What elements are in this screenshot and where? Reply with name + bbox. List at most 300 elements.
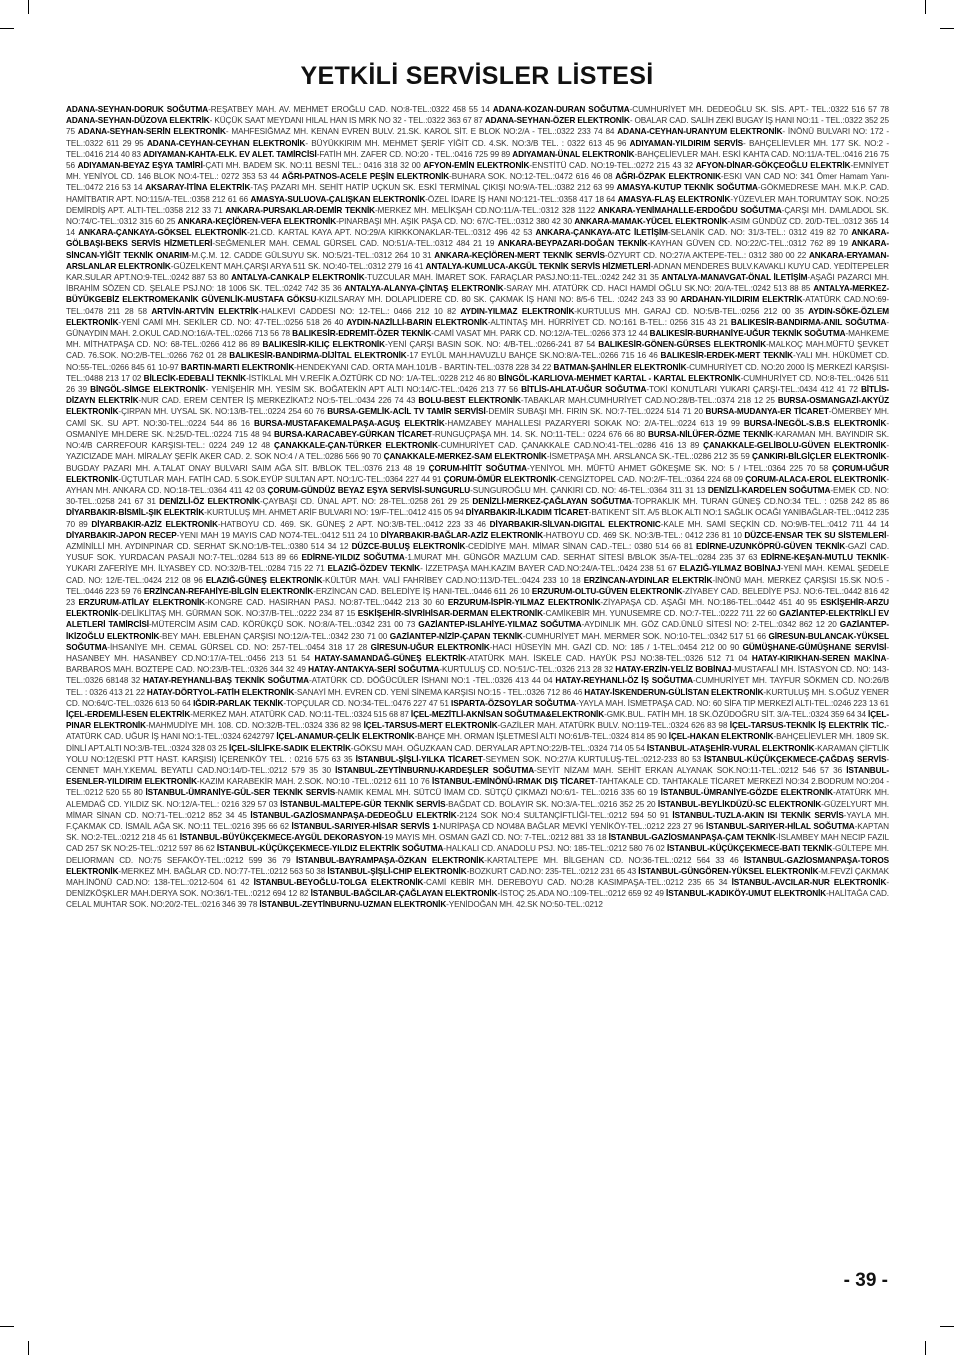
service-details: -SEYMEN SOK. NO:27/A KURTULUŞ-TEL.:0212-233 80 53 — [482, 754, 702, 764]
service-name: İSTANBUL-GAZİOSMANPAŞA-TOROS ELEKTRONİK — [66, 855, 890, 876]
service-name: ANTALYA-MANAVGAT-ÖNAL İLETİŞİM — [661, 273, 808, 283]
service-name: İSTANBUL-ESENLER-YILDIRIM ELEKTRONİK — [66, 765, 890, 787]
service-name: ESKİŞEHİR-ARZU ELEKTRONİK — [66, 597, 890, 619]
service-name: İSTANBUL-ÜMRANİYE-GÖZDE ELEKTRONİK — [660, 788, 834, 798]
service-name: AFYON-EMİN ELEKTRONİK — [423, 161, 530, 171]
service-name: BURSA-MUDANYA-ER TİCARET — [705, 407, 829, 417]
service-details: -KARTALTEPE MH. BİLGEHAN CD. NO:36-TEL.:0212 564 33 46 — [484, 855, 739, 865]
service-name: DENİZLİ-ÖZ ELEKTRONİK — [159, 497, 260, 507]
service-name: ANKARA-ÇANKAYA-GÖKSEL ELEKTRONİK — [78, 228, 248, 238]
service-details: -AŞAĞI PAZARCI MH. İBRAHİM SÖZEN CD. ŞELALE PSJ.NO: 18 1006 SK. TEL.:0242 742 35 36 — [66, 273, 889, 294]
service-name: ANKARA-ÇANKAYA-ATC İLETİŞİM — [535, 228, 668, 238]
service-name: ÇORUM-ALACA-EROL ELEKTRONİK — [745, 474, 887, 484]
service-name: GİRESUN-UĞUR ELEKTRONİK — [370, 642, 490, 652]
service-details: -KAPTAN SK. NO:2-TEL.:0212 218 45 61 — [66, 822, 889, 843]
service-name: ANKARA-KEÇİÖREN-MERT TEKNİK SERVİS — [434, 250, 605, 260]
service-details: -FATİH MH. ZAFER CD. NO:20 - TEL.:0416 725 99 89 — [316, 149, 511, 159]
service-name: ADIYAMAN-BEYAZ EŞYA TAMİRİ — [77, 161, 203, 171]
service-name: İSTANBUL-BAYRAMPAŞA-ÖZKAN ELEKTRONİK — [295, 855, 485, 865]
service-name: BALIKESİR-ERDEK-MERT TEKNİK — [660, 351, 794, 361]
service-name: HATAY-SAMANDAĞ-GÜNEŞ ELEKTRİK — [314, 653, 467, 663]
service-details: -İHSANİYE MH. CEMAL GÜRSEL CD. NO: 257-TEL.:0454 318 17 28 — [107, 642, 368, 652]
service-details: -NAMIK KEMAL MH. SÜTCÜ İMAM CD. SÜTÇÜ ÇIKMAZI NO:6/1- TEL.:0216 335 60 19 — [335, 788, 658, 798]
service-details: -BAHÇELİEVLER MH. 1809 SK. DİNLİ APT.ALTI NO:3/B-TEL.:0324 328 03 25 — [66, 732, 890, 753]
service-name: İSTANBUL-ŞİŞLİ-CHIP ELEKTRONİK — [327, 866, 467, 876]
service-name: İÇEL-ANAMUR-ÇELİK ELEKTRONİK — [276, 732, 415, 742]
service-name: İSTANBUL-BEYOĞLU-TOLGA ELEKTRONİK — [253, 878, 424, 888]
service-name: BİTLİS-DİZAYN ELEKTRİK — [66, 385, 890, 406]
service-name: ADIYAMAN-YILDIRIM SERVİS — [629, 138, 744, 148]
service-details: -CUMHURİYET CD. NO:8-TEL.:0426 511 26 39 — [66, 373, 890, 395]
service-details: -İSTOÇ 25.ADA NO.:109-TEL.:0212 659 92 49 — [497, 889, 664, 899]
service-details: -TOKİ KONUTLARI YUKARI ÇARŞI-TEL.:0434 412 41 72 — [646, 385, 858, 395]
service-name: EDİRNE-UZUNKÖPRÜ-GÜVEN TEKNİK — [696, 541, 846, 551]
crop-mark-tl-v — [28, 0, 29, 14]
service-details: -MAHMUDİYE MH. 108. CD. NO:32/B-TEL.:0324 336 82 98 — [145, 721, 362, 731]
service-name: HATAY-REYHANLI-BAŞ TEKNİK SOĞUTMA — [142, 676, 309, 686]
service-details: -SEYİT NİZAM MAH. SEHİT ERKAN ALYANAK SOK.NO:11-TEL.:0212 546 57 36 — [534, 765, 843, 775]
service-name: ADANA-KOZAN-DURAN SOĞUTMA — [492, 105, 630, 114]
service-details: - İZZETPAŞA MAH.KAZIM BAYER CAD.NO:24/A-TEL.:0424 238 51 67 — [420, 564, 677, 574]
service-name: İSTANBUL-SARIYER-HİLAL SOĞUTMA — [706, 822, 855, 831]
service-name: ERZİNCAN-REFAHİYE-BİLGİN ELEKTRONİK — [143, 586, 314, 596]
page-number: - 39 - — [843, 1270, 888, 1291]
service-details: -BEY MAH. EBLEHAN ÇARŞISI NO:12/A-TEL.:0342 230 71 00 — [159, 631, 388, 641]
service-details: -GÜZELKENT MAH.ÇARŞI ARYA 511 SK. NO:40-TEL.:0312 279 16 41 — [170, 261, 424, 271]
service-details: -ZİYAPAŞA CD. AŞAĞI MH. NO:186-TEL.:0442 451 40 95 — [600, 597, 817, 607]
service-name: İÇEL-PINAR ELEKTRONİK — [66, 709, 889, 731]
service-name: ADIYAMAN-KAHTA-ELK. EV ALET. TAMİRCİSİ — [142, 149, 317, 159]
service-name: ADANA-CEYHAN-URANYUM ELEKTRONİK — [617, 127, 783, 137]
service-details: -HENDEKYANI CAD. ORTA MAH.101/B - BARTIN-TEL.:0378 228 34 22 — [294, 362, 552, 372]
service-name: İSTANBUL-GÜNGÖREN-YÜKSEL ELEKTRONİK — [638, 866, 819, 876]
service-name: ERZURUM-OLTU-GÜVEN ELEKTRONİK — [531, 586, 683, 596]
service-details: -MALKOÇ MAH.MÜFTÜ ŞEVKET CAD. 76.SOK. NO:2/B-TEL.:0266 762 01 28 — [66, 340, 889, 361]
service-name: İSTANBUL-SARIYER-HİSAR SERVİS 1 — [291, 822, 437, 831]
service-details: -BAHÇELİEVLER MAH. ESKİ KAHTA CAD. NO:11/A-TEL.:0416 216 75 56 — [66, 149, 890, 171]
service-details: -CUMHURİYET CD. NO:20 2000 İŞ MERKEZİ KARŞISI-TEL.:0488 213 17 02 — [66, 362, 889, 383]
service-details: -MERKEZ MH. BAĞLAR CD. NO:77-TEL.:0212 563 50 38 — [118, 866, 326, 876]
service-name: ADANA-SEYHAN-SERİN ELEKTRONİK — [77, 127, 226, 137]
crop-mark-br-h — [940, 1326, 954, 1327]
service-details: -ASIM GÜNDÜZ CD. 20/D-TEL.:0312 365 14 14 — [66, 217, 890, 238]
service-details: -HAMZABEY MAHALLESI PAZARYERI SOKAK NO: 2/A-TEL.:0224 613 19 99 — [444, 418, 740, 428]
service-details: -HALKALI CD. ANADOLU PSJ. NO: 185-TEL.:0212 580 76 02 — [443, 844, 665, 854]
service-details: -TOPRAKLIK MH. TURAN GÜNEŞ CD.NO:34 TEL. : 0258 242 85 86 — [631, 497, 889, 507]
service-name: BURSA-İNEGÖL-S.B.S ELEKTRONİK — [743, 418, 887, 428]
service-name: BALIKESİR-BURHANİYE-UĞUR TEKNİK SOĞUTMA — [649, 329, 846, 339]
service-name: DENİZLİ-MERKEZ-ÇAĞLAYAN SOĞUTMA — [472, 497, 632, 507]
service-details: -MAHKEME MH. MİTHATPAŞA CD. NO: 68-TEL.:0266 412 86 89 — [66, 329, 890, 350]
service-details: - KÜÇÜK SAAT MEYDANI HILAL HAN IS MRK NO 32 - TEL.:0322 363 67 87 — [209, 116, 483, 126]
service-name: İÇEL-HAKAN ELEKTRONİK — [668, 732, 774, 742]
service-name: İÇEL-ERDEMLİ-ESEN ELEKTRİK — [66, 709, 191, 719]
service-details: -17 EYLÜL MAH.HAVUZLU BAHÇE SK.NO:8/A-TEL.:0266 715 16 46 — [406, 351, 658, 361]
service-name: BURSA-OSMANGAZİ-AKYÜZ ELEKTRONİK — [66, 396, 889, 417]
service-name: AKSARAY-İTİNA ELEKTRİK — [145, 183, 251, 193]
service-name: ADANA-SEYHAN-DORUK SOĞUTMA — [66, 105, 209, 114]
service-details: -YENİ MAH. KEMAL ŞEDELE CAD. NO: 12/E-TEL.:0424 212 08 96 — [66, 564, 890, 585]
service-name: AĞRI-PATNOS-ACELE PEŞİN ELEKTRONİK — [281, 172, 450, 182]
service-details: -HATBOYU CD. 469. SK. GÜNEŞ 2 APT. NO:3/B-TEL.:0412 223 33 46 — [217, 519, 486, 529]
service-details: -KALE MH. SAMİ SEÇKİN CD. NO:9/B-TEL.:0412 711 44 14 — [660, 519, 890, 529]
service-details: -GÜZELYURT MH. MİMAR SİNAN CD. NO:71-TEL.:0212 852 34 45 — [66, 799, 889, 820]
service-name: DİYARBAKIR-BAĞLAR-AZİZ ELEKTRONİK — [380, 530, 544, 540]
service-name: İSTANBUL-ÜMRANİYE-GÜL-SER TEKNİK SERVİS — [145, 788, 336, 798]
service-name: GAZİANTEP-NİZİP-ÇAPAN TEKNİK — [389, 631, 523, 641]
service-details: -KURTULUŞ CD. NO:51/C-TEL.:0326 213 28 32 — [439, 665, 613, 675]
service-details: -İSTİKLAL MH V.REFİK A.ÖZTÜRK CD NO: 1/A-TEL.:0228 212 46 80 — [246, 373, 497, 383]
service-name: İSTANBUL-GAZİOSMANPAŞA-ÇAM TEKNİK — [608, 833, 776, 843]
service-details: -BAĞDAT CD. BOLAYIR SK. NO:3/A-TEL.:0216 352 25 20 — [445, 799, 656, 809]
crop-mark-tl-h — [0, 28, 14, 29]
service-name: BURSA-MUSTAFAKEMALPAŞA-AGUŞ ELEKTRİK — [253, 418, 445, 428]
service-details: -ÖZEL İDARE İŞ HANI NO:121-TEL.:0358 417 18 64 — [425, 194, 616, 204]
service-details: -ÇAYBAŞI CD. ÜNAL APT. NO: 28-TEL.:0258 261 29 25 — [259, 497, 470, 507]
service-details: -MERKEZ MH. MELİKŞAH CD.NO:11/A-TEL.:0312 328 1122 — [375, 205, 596, 215]
service-details: -CUMHURİYET MH. DEDEOĞLU SK. SİS. APT.- TEL.:0322 516 57 78 — [629, 105, 890, 114]
service-details: -M.Ç.M. 12. CADDE GÜLSUYU SK. NO:5/21-TEL.:0312 264 10 31 — [188, 250, 432, 260]
service-name: ÇANKIRI-BİLGİÇLER ELEKTRONİK — [752, 452, 887, 462]
service-name: BALIKESİR-KILIÇ ELEKTRONİK — [262, 340, 385, 350]
service-name: İSTANBUL-ZEYTİNBURNU-UZMAN ELEKTRONİK — [259, 900, 447, 910]
service-details: -1.MURAT MH. GÜNGÖR MAZLUM CAD. SERHAT SİTESİ B/BLOK 35/A-TEL.:0284 235 37 63 — [404, 553, 758, 563]
service-details: -YUKARI ZAFERİYE MH. İLYASBEY CD. NO:32/B-TEL.:0284 715 22 71 — [66, 553, 889, 574]
service-name: HATAY-ANTAKYA-SERİ SOĞUTMA — [308, 665, 440, 675]
service-details: -YAYLA MH. F.ÇAKMAK CD. İSMAİL AĞA SK. NO:11 TEL.:0216 395 66 62 — [66, 810, 890, 831]
service-name: GAZİANTEP-İKİZOĞLU ELEKTRONİK — [66, 620, 890, 641]
service-details: -SEĞMENLER MAH. CEMAL GÜRSEL CAD. NO:51/A-TEL.:0312 484 21 19 — [212, 239, 495, 249]
service-name: BALIKESİR-BANDIRMA-DİJİTAL ELEKTRONİK — [229, 351, 407, 361]
service-name: ADIYAMAN-ÜNAL ELEKTRONİK — [512, 149, 635, 159]
service-details: -AYDINLIK MH. GÖZ CAD.ÜNLÜ SİTESİ NO: 2-TEL.:0342 862 12 20 — [581, 620, 837, 630]
service-details: -KÜLTÜR MAH. VALİ FAHRİBEY CAD.NO:113/D-TEL.:0424 233 10 18 — [322, 575, 581, 585]
service-name: BURSA-GEMLİK-ACİL TV TAMİR SERVİSİ — [327, 407, 486, 417]
service-name: ÇANAKKALE-MERKEZ-SAM ELEKTRONİK — [383, 452, 547, 462]
service-name: AYDIN-SÖKE-ÖZLEM ELEKTRONİK — [66, 306, 890, 327]
service-details: -BUGDAY PAZARI MH. A.TALAT ONAY BULVARI SAIM AĞA SİT. B/BLOK TEL.:0376 213 48 19 — [66, 452, 890, 473]
service-details: -GÖKSU MAH. OĞUZKAAN CAD. DERYALAR APT.NO:22/B-TEL.:0324 714 05 54 — [350, 743, 645, 753]
service-name: ANKARA-GÖLBAŞI-BEKS SERVİS HİZMETLERİ — [66, 228, 889, 249]
service-name: İSTANBUL-BAĞCILAR-ÇAĞLAYAN ELEKTRONİK — [310, 889, 498, 899]
service-name: İÇEL-TARSUS-TEKNİK İŞ ELEKTRİK TİC. — [729, 721, 887, 731]
service-details: -2124 SOK NO:4 SULTANÇİFTLİĞİ-TEL.:0212 594 50 91 — [456, 810, 669, 820]
service-name: ESKİŞEHİR-SİVRİHİSAR-DERMAN ELEKTRONİK — [357, 609, 543, 619]
service-details: -ÇIRPAN MH. UYSAL SK. NO:13/B-TEL.:0224 254 60 76 — [118, 407, 325, 417]
service-name: İSTANBUL-ATAŞEHİR-VURAL ELEKTRONİK — [646, 743, 815, 753]
service-details: - BAHÇELİEVLER MH. 177 SK. NO:2 - TEL.:0416 214 40 83 — [66, 138, 889, 159]
service-name: GÜMÜŞHANE-GÜMÜŞHANE SERVİSİ — [742, 642, 887, 652]
service-details: -ATATÜRK MH. ALEMDAĞ CD. YILDIZ SK. NO:12/A-TEL.: 0216 329 57 03 — [66, 788, 890, 809]
service-details: -HALKEVI CADDESI NO: 12-TEL.: 0466 212 10 82 — [258, 306, 457, 316]
service-details: -ADNAN MENDERES BULV.KAVAKLI KUYU CAD. YEDİTEPELER KAR.SULAR APT.NO:9-TEL.:0242 887 53 80 — [66, 261, 890, 283]
service-name: İSTANBUL-TUZLA-AKIN ISI TEKNİK SERVİS — [672, 810, 844, 820]
service-details: -AZMİNİLLİ MH. AYDINPINAR CD. SERHAT SK.NO:1/B-TEL.:0380 514 34 12 — [66, 530, 890, 551]
service-details: -CENNET MAH.Y.KEMAL BEYATLI CAD.NO:14/D-TEL.:0212 579 35 30 — [66, 754, 889, 775]
service-details: -GAZİ CAD. YUSUF SOK. YURDACAN PASAJI NO:7-TEL.:0284 513 89 66 — [66, 541, 890, 563]
service-details: -DEMİR SUBAŞI MH. FIRIN SK. NO:7-TEL.:0224 514 71 20 — [485, 407, 703, 417]
service-details: -SELANİK CAD. NO: 31/3-TEL.: 0312 419 82 70 — [667, 228, 849, 238]
service-details: -YÜZEVLER MAH.TORUMTAY SOK. NO:25 DEMİRDİŞ APT. ALTI-TEL.:0358 212 33 71 — [66, 194, 889, 215]
service-name: BİTLİS-AHLAT-UĞUR SOĞUTMA — [521, 385, 647, 395]
service-name: BİLECİK-EDEBALİ TEKNİK — [143, 373, 247, 383]
service-details: -SANAYİ MH. EVREN CD. YENİ SİNEMA KARŞISI NO:15 - TEL.:0326 712 86 46 — [294, 687, 583, 697]
service-details: -MÜTERCİM ASIM CAD. KÖRÜKÇÜ SOK. NO:8/A-TEL.:0342 231 00 73 — [148, 620, 416, 630]
service-details: -KARAMAN ÇİFTLİK YOLU NO:12(ESKİ PTT HAST. KARŞISI) İÇERENKÖY TEL. : 0216 575 63 35 — [66, 743, 890, 764]
service-details: -CUMHURİYET CAD. ÇANAKKALE CAD.NO:41-TEL.:0286 416 13 89 — [437, 441, 700, 451]
service-details: -ÜÇTUTLAR MAH. FATİH CAD. 5.SOK.EYÜP SULTAN APT. NO:1/C-TEL.:0364 227 44 91 — [118, 474, 442, 484]
service-name: ADANA-SEYHAN-ÖZER ELEKTRONİK — [484, 116, 630, 126]
service-details: -YENİ ÇARŞI BASIN SOK. NO: 4/B-TEL.:0266-241 87 54 — [384, 340, 596, 350]
service-name: ANKARA-MAMAK-YÜCEL ELEKTRONİK — [574, 217, 728, 227]
service-details: - BÜYÜKKIRIM MH. MEHMET ŞERİF YİĞİT CD. 4.SK. NO:3/B TEL. : 0322 613 45 96 — [305, 138, 627, 148]
service-details: -SARAY MH. ATATÜRK CD. HACI HAMDİ OĞLU SK.NO: 20/A-TEL.:0242 513 88 85 — [503, 284, 811, 294]
service-details: -BUHARA SOK. NO:12-TEL.:0472 616 46 08 — [449, 172, 613, 182]
service-details: -KURTULUŞ MH. S.OĞUZ YENER CD. NO:64/C-TEL.:0326 613 50 64 — [66, 687, 889, 708]
service-details: - YENİŞEHİR MH. YESİM SK. BOĞATEKİN APT ALTI NO:14/C-TEL.:0426 213 77 56 — [205, 385, 519, 395]
service-details: -HATBOYU CD. 469 SK. NO:3/B-TEL.: 0412 236 81 10 — [543, 530, 742, 540]
service-name: İSTANBUL-GAZİOSMANPAŞA-DEDEOĞLU ELEKTRİK — [250, 810, 457, 820]
service-name: ANTALYA-ALANYA-ÇİNTAŞ ELEKTRONİK — [344, 284, 504, 294]
service-name: BİNGÖL-SİMGE ELEKTRONİK — [90, 385, 206, 395]
service-details: -OSMANİYE MH.DERE SK. N:25/D-TEL.:0224 715 48 94 — [66, 418, 889, 439]
crop-mark-tr-v — [925, 0, 926, 14]
crop-mark-br-v — [925, 1341, 926, 1355]
service-details: -REŞATBEY MAH. AV. MEHMET EROĞLU CAD. NO:8-TEL.:0322 458 55 14 — [208, 105, 490, 114]
service-details: -DENİZKÖŞKLER MAH.DERYA SOK. NO:36/1-TEL.:0212 694 12 82 — [66, 878, 889, 899]
service-name: BURSA-KARACABEY-GÜRKAN TİCARET — [273, 429, 433, 439]
service-name: İSTANBUL-KÜÇÜKÇEKMECE-ÇAĞDAŞ SERVİS — [704, 754, 887, 764]
service-name: DİYARBAKIR-BİSMİL-ŞIK ELEKTRİK — [66, 508, 205, 518]
service-name: İSTANBUL-EMİNÖNÜ-IRMAK DIŞ TİCARET — [432, 777, 596, 787]
service-name: ANKARA-YENİMAHALLE-ERDOĞDU SOĞUTMA — [597, 205, 782, 215]
service-details: -TABAKLAR MAH.CUMHURİYET CAD.NO:28/B-TEL.:0374 218 12 25 — [520, 396, 775, 406]
service-name: BATMAN-ŞAHİNLER ELEKTRONİK — [553, 362, 687, 372]
service-details: - İNÖNÜ BULVARI NO: 172 - TEL.:0322 611 29 95 — [66, 127, 890, 148]
service-details: -ÖZYURT CD. NO:27/A AKTEPE-TEL.: 0312 380 00 22 — [604, 250, 807, 260]
service-details: -HASANBEY MH. HASANBEY CD.NO:17/A-TEL.:0456 213 51 54 — [66, 642, 889, 663]
service-details: -BARBAROS MAH. BOZTEPE CAD. NO:23/B-TEL.:0326 344 32 49 — [66, 653, 889, 675]
service-details: -KURTULUŞ MH. AHMET ARİF BULVARI NO: 19/F-TEL.:0412 415 05 94 — [204, 508, 464, 518]
service-name: ANKARA-PURSAKLAR-DEMİR TEKNİK — [225, 205, 376, 215]
service-name: AFYON-DİNAR-GÖKÇEOĞLU ELEKTRİK — [695, 161, 851, 171]
service-details: -TAHTAKALE CD. TAHTAKALE TİCARET MERKEZİ NO:34 2.BODRUM NO:204 -TEL.:0212 520 55 80 — [66, 777, 890, 798]
service-name: DÜZCE-ENSAR TEK SU SİSTEMLERİ — [744, 530, 887, 540]
service-name: ADANA-CEYHAN-CEYHAN ELEKTRONİK — [146, 138, 306, 148]
service-details: -ATATÜRK CD. DÖĞÜCÜLER İSHANI NO:1 -TEL.:0326 413 44 04 — [308, 676, 553, 686]
service-details: -KIZILSARAY MH. DOLAPLIDERE CD. 80 SK. ÇAKMAK İŞ HANI NO: 8/5-6 TEL. :0242 243 33 90 — [316, 295, 678, 305]
crop-mark-tr-h — [940, 28, 954, 29]
service-name: ÇANAKKALE-GELİBOLU-GÜVEN ELEKTRONİK — [703, 441, 887, 451]
service-name: İÇEL-MEZİTLİ-AKNİSAN SOĞUTMA&ELEKTRONİK — [410, 709, 605, 719]
service-details: -ATATÜRK CAD.NO:69-TEL.:0478 211 28 58 — [66, 295, 889, 316]
service-details: -EMEK CD. NO: 30-TEL.:0258 241 67 31 — [66, 485, 889, 507]
service-name: BARTIN-MARTI ELEKTRONİK — [180, 362, 295, 372]
service-details: -CENGİZTOPEL CAD. NO:2/F-TEL.:0364 224 68 09 — [556, 474, 743, 484]
service-details: -KAYHAN GÜVEN CD. NO:22/C-TEL.:0312 762 89 19 — [647, 239, 848, 249]
service-name: DİYARBAKIR-JAPON RECEP — [66, 530, 177, 540]
service-details: -ERZİNCAN CAD. BELEDİYE İŞ HANI-TEL.:0446 611 26 10 — [313, 586, 530, 596]
service-name: HATAY-REYHANLI-ÖZ İŞ SOĞUTMA — [555, 676, 693, 686]
service-name: DİYARBAKIR-İLKADIM TİCARET — [465, 508, 589, 518]
service-details: -ZİYABEY CAD. BELEDİYE PSJ. NO:6-TEL.:0442 816 42 23 — [66, 586, 889, 607]
service-details: -İSLAMBEY MAH NECIP FAZIL CAD 257 SK NO:25-TEL.:0212 597 86 62 — [66, 833, 889, 854]
service-details: -KONGRE CAD. HASIRHAN PASJ. NO:87-TEL.:0442 213 30 60 — [205, 597, 445, 607]
service-details: -19 MAYIS MH. OSMAN GAZİ CD. NO: 7-TEL.:0212 881 33 18 — [381, 833, 607, 843]
service-name: IĞDIR-PARLAK TEKNİK — [193, 698, 284, 708]
service-name: İSTANBUL-AVCILAR-NUR ELEKTRONİK — [731, 878, 887, 888]
service-name: ÇORUM-HİTİT SOĞUTMA — [428, 463, 527, 473]
service-details: -GÜLTEPE MH. DELIORMAN CD. NO:75 SEFAKÖY-TEL.:0212 599 36 79 — [66, 844, 889, 865]
service-name: ANKARA-BEYPAZARI-DOĞAN TEKNİK — [497, 239, 648, 249]
service-details: -M.FEVZİ ÇAKMAK MAH.İNÖNÜ CAD.NO: 138-TEL.:0212-504 61 42 — [66, 866, 890, 888]
service-details: - OBALAR CAD. SALİH ZEKİ BUGAY İŞ HANI NO:11 - TEL.:0322 352 25 75 — [66, 116, 890, 137]
service-details: -ÖMERBEY MH. CAMİ SK. SU APT. NO:30-TEL.:0224 544 86 16 — [66, 407, 890, 428]
service-details: -EMNİYET MH. YENİYOL CD. 146 BLOK NO:4-TEL.: 0272 353 53 44 — [66, 161, 889, 182]
service-details: -KURTULUS MH. GARAJ CD. NO:5/B-TEL.:0256 212 00 35 — [574, 306, 804, 316]
service-details: -NURİPAŞA CD NO\48A BAĞLAR MEVKİ YENİKÖY-TEL.:0212 223 27 96 — [436, 822, 704, 831]
service-name: AYDIN-YILMAZ ELEKTRONİK — [460, 306, 575, 316]
service-name: HATAY-ERZİN-YELİZ BOBİNAJ — [615, 665, 732, 675]
service-details: -HACI HÜSEYİN MH. GAZİ CD. NO: 185 / 1-TEL.:0454 212 00 90 — [489, 642, 740, 652]
service-name: ERZİNCAN-AYDINLAR ELEKTRİK — [583, 575, 713, 585]
service-name: İSTANBUL-BEYLİKDÜZÜ-SC ELEKTRONİK — [657, 799, 822, 809]
service-details: -21.CD. KARTAL KAYA APT. NO:29/A KIRKKONAKLAR-TEL.:0312 496 42 53 — [247, 228, 533, 238]
service-name: ÇORUM-ÖMÜR ELEKTRONİK — [443, 474, 557, 484]
service-details: -İSMETPAŞA MH. ARSLANCA SK.-TEL.:0286 212 35 59 — [546, 452, 750, 462]
service-details: -ENSTİTÜ CAD. NO:19-TEL.:0272 215 43 32 — [529, 161, 693, 171]
service-name: ANTALYA-MERKEZ-BÜYÜKGEBİZ ELEKTROMEKANİK GÜVENLİK-MUSTAFA GÖKSU — [66, 284, 890, 305]
service-details: -GMK.BUL. FATİH MH. 18 SK.ÖZÜDOĞRU SİT. 3/A-TEL.:0324 359 64 34 — [604, 709, 867, 719]
service-name: DÜZCE-BULUŞ ELEKTRONİK — [351, 541, 466, 551]
service-name: AMASYA-FLAŞ ELEKTRONİK — [617, 194, 731, 204]
service-details: -MUSTAFALİ MH. İSTASYON CD. NO: 143-TEL.:0326 68148 32 — [66, 665, 890, 686]
service-name: AMASYA-KUTUP TEKNİK SOĞUTMA — [616, 183, 758, 193]
service-details: -YALI MH. HÜKÜMET CD. NO:55-TEL.:0266 845 61 10-97 — [66, 351, 889, 372]
service-name: ELAZIĞ-GÜNEŞ ELEKTRONİK — [205, 575, 323, 585]
service-details: -MERKEZ MAH. ATATÜRK CAD. NO:11-TEL.:0324 515 68 87 — [190, 709, 409, 719]
service-name: ANTALYA-CANKALP ELEKTRONİK — [231, 273, 365, 283]
service-details: -ALTINTAŞ MH. HÜRRİYET CD. NO:161 B-TEL.: 0256 315 43 21 — [487, 317, 728, 327]
service-name: İÇEL-SİLİFKE-SADIK ELEKTRİK — [229, 743, 351, 753]
service-details: -PINARBAŞI MH. AŞIK PAŞA CD. NO: 67/C-TEL.:0312 380 42 30 — [336, 217, 572, 227]
service-details: -TAŞ PAZARI MH. SEHİT HATİP UÇKUN SK. ESKİ TERMİNAL ÇIKIŞI NO:9/A-TEL.:0382 212 63 99 — [250, 183, 614, 193]
service-details: -YENİDOĞAN MH. 42.SK NO:50-TEL.:0212 — [446, 900, 603, 910]
service-details: -RUNGUÇPAŞA MH. 14. SK. NO:11-TEL.: 0224 676 66 80 — [432, 429, 646, 439]
page-title: YETKİLİ SERVİSLER LİSTESİ — [300, 62, 654, 90]
service-details: -ESKI VAN CAD NO: 341 Ömer Hamam Yanı-TEL.:0472 216 53 14 — [66, 172, 890, 193]
service-name: ADANA-SEYHAN-DÜZOVA ELEKTRİK — [66, 116, 210, 126]
service-details: -YENİYOL MH. MÜFTÜ AHMET GÖKEŞME SK. NO: 5 / I-TEL.:0364 225 70 58 — [526, 463, 829, 473]
service-name: ARDAHAN-YILDIRIM ELEKTRİK — [680, 295, 803, 305]
service-name: BİNGÖL-KARLIOVA-MEHMET KARTAL - KARTAL ELEKTRONİK — [498, 373, 741, 383]
service-name: AĞRI-ÖZPAK ELEKTRONIK — [615, 172, 721, 182]
service-name: ANKARA-SİNCAN-YİĞİT TEKNİK ONARIM — [66, 239, 889, 260]
service-name: İÇEL-TARSUS-MERT ELEKTRONİK — [363, 721, 498, 731]
service-name: ANTALYA-KUMLUCA-AKGÜL TEKNİK SERVİS HİZMETLERİ — [425, 261, 651, 271]
service-details: -CEDİDİYE MAH. MİMAR SİNAN CAD.-TEL.: 0380 514 66 81 — [465, 541, 693, 551]
service-name: İSTANBUL-MALTEPE-GÜR TEKNİK SERVİS — [280, 799, 446, 809]
service-name: ÇORUM-UĞUR ELEKTRONİK — [66, 463, 889, 484]
service-details: -ATATÜRK MAH. İSKELE CAD. HAYÜK PSJ NO:38-TEL.:0326 512 71 04 — [466, 653, 748, 663]
service-name: BALIKESİR-BANDIRMA-ANIL SOĞUTMA — [730, 317, 887, 327]
service-list — [66, 104, 889, 911]
service-name: BALIKESİR-EDREMİT-ÖZER TEKNİK — [292, 329, 432, 339]
service-name: DİYARBAKIR-SİLVAN-DIGITAL ELEKTRONIC — [489, 519, 661, 529]
service-details: -ÇARŞI MH. DAMLADOL SK. NO:74/C-TEL.:0312 315 60 25 — [66, 205, 889, 227]
service-name: DENİZLİ-KARDELEN SOĞUTMA — [707, 485, 831, 495]
service-details: -CUMHURİYET MH. TAYFUR SÖKMEN CD. NO:26/B TEL. : 0326 413 21 22 — [66, 676, 889, 697]
service-details: -HALİTAĞA CAD. CELAL MUHTAR SOK. NO:20/2-TEL.:0216 346 39 78 — [66, 889, 889, 910]
service-name: ISPARTA-ÖZSOYLAR SOĞUTMA — [451, 698, 577, 708]
service-name: BOLU-BEST ELEKTRONİK — [418, 396, 521, 406]
service-name: HATAY-İSKENDERUN-GÜLİSTAN ELEKTRONİK — [584, 687, 764, 697]
crop-mark-bl-v — [28, 1341, 29, 1355]
service-details: -YAZICIZADE MAH. MİRALAY ŞEFİK AKER CAD. 2. SOK NO:4 / A TEL.:0286 566 90 70 — [66, 441, 889, 462]
service-details: -YENI MAH 19 MAYIS CAD NO74-TEL.:0412 511 24 10 — [176, 530, 379, 540]
service-name: EDİRNE-YILDIZ SOĞUTMA — [301, 553, 405, 563]
service-name: ERZURUM-ATİLAY ELEKTRONİK — [78, 597, 206, 607]
service-name: İSTANBUL-KÜÇÜKÇEKMECE-BATI TEKNİK — [666, 844, 833, 854]
service-details: -YENİ CAMİ MH. SEKİLER CD. NO: 47-TEL.:0256 518 26 40 — [118, 317, 344, 327]
service-details: -ATATÜRK CAD. UĞUR İŞ HANI NO:1-TEL.:0324 6242797 — [66, 721, 889, 742]
service-details: -CAMİ VASAT MH. PARK CD. NO:12/A-TEL.:0266 373 12 44 — [431, 329, 648, 339]
service-details: -KAZIM KARABEKİR MAH. 2.SOK. NO:10 -TEL.:0212 611 10 76 — [196, 777, 430, 787]
service-details: -NUR CAD. EREM CENTER İŞ MERKEZİKAT:2 NO:5-TEL.:0434 226 74 43 — [138, 396, 416, 406]
service-details: -ÇATI MH. BADEM SK. NO:11 BESNİ TEL.: 0416 318 32 00 — [202, 161, 421, 171]
service-name: ELAZIĞ-YILMAZ BOBİNAJ — [679, 564, 781, 574]
service-name: ANKARA-KEÇİÖREN-VEFA ELEKTRONİK — [177, 217, 337, 227]
service-details: -CAMİKEBİR MH. YUNUSEMRE CD. NO:7-TEL.:0222 711 22 60 — [542, 609, 777, 619]
service-name: ÇANAKKALE-ÇAN-TÜRKER ELEKTRONİK — [274, 441, 438, 451]
service-details: -GAZİLER MAH. ATATÜRK BULV. NO:119-TEL.:0324 626 83 98 — [497, 721, 728, 731]
service-details: -DELİKLİTAŞ MH. GÜRMAN SOK. NO:37/B-TEL.:0222 234 87 15 — [118, 609, 356, 619]
service-details: -KARAMAN MH. BAYINDIR SK. NO:4/B CARREFOUR KARŞISI-TEL.: 0224 249 12 48 — [66, 429, 890, 451]
service-name: BALIKESİR-GÖNEN-GÜRSES ELEKTRONİK — [598, 340, 767, 350]
service-details: -CUMHURİYET MAH. MERMER SOK. NO:10-TEL.:0342 517 51 66 — [522, 631, 766, 641]
service-details: -GÖKMEDRESE MAH. M.K.P. CAD. HAMİTBATIR APT. NO:115/A-TEL.:0358 212 61 66 — [66, 183, 889, 204]
service-details: -GÜNAYDIN MAH. 2.OKUL CAD.NO:16/A-TEL.:0266 713 56 78 — [66, 317, 890, 339]
service-name: AYDIN-NAZİLLİ-BARIN ELEKTRONİK — [346, 317, 488, 327]
service-name: ÇORUM-GÜNDÜZ BEYAZ EŞYA SERVİSİ-SUNGURLU — [267, 485, 471, 495]
service-name: İSTANBUL-KADIKÖY-UMUT ELEKTRONİK — [666, 889, 827, 899]
service-name: GİRESUN-BULANCAK-YÜKSEL SOĞUTMA — [66, 631, 889, 652]
service-details: - MAHFESIĞMAZ MH. KENAN EVREN BULV. 21.SK. KAROL SİT. E BLOK NO:2/A - TEL.:0322 233 74 84 — [225, 127, 615, 137]
service-name: DİYARBAKIR-AZİZ ELEKTRONİK — [91, 519, 218, 529]
service-name: GAZİANTEP-ISLAHİYE-YILMAZ SOĞUTMA — [418, 620, 582, 630]
service-details: -İNÖNÜ MAH. MERKEZ ÇARŞISI 15.SK NO:5 -TEL.:0446 223 59 76 — [66, 575, 890, 596]
service-details: -SUNGUROĞLU MH. ÇANKIRI CD. NO: 46-TEL.:0364 311 31 13 — [470, 485, 706, 495]
service-details: -AYHAN MH. ANKARA CD. NO:18-TEL.:0364 411 42 03 — [66, 474, 890, 495]
service-name: GAZİANTEP-ELEKTRİKLİ EV ALETLERİ TAMİRCİSİ — [66, 609, 889, 630]
service-name: ERZURUM-İSPİR-YILMAZ ELEKTRONİK — [447, 597, 601, 607]
service-details: -BOZKURT CAD.NO: 235-TEL.:0212 231 65 43 — [466, 866, 637, 876]
service-details: -CAMİ KEBİR MH. DEREBOYU CAD. NO:28 KASIMPAŞA-TEL.:0212 235 65 34 — [423, 878, 728, 888]
service-name: HATAY-DÖRTYOL-FATİH ELEKTRONİK — [146, 687, 295, 697]
service-name: BURSA-NİLÜFER-ÖZME TEKNİK — [648, 429, 774, 439]
service-name: İSTANBUL-ZEYTİNBURNU-KARDEŞLER SOĞUTMA — [335, 765, 535, 775]
service-details: -BAHÇE MH. ORMAN İŞLETMESİ ALTI NO:61/B-TEL.:0324 814 85 90 — [414, 732, 667, 742]
service-name: ANKARA-ERYAMAN-ARSLANLAR ELEKTRONİK — [66, 250, 890, 271]
service-name: ARTVİN-ARTVİN ELEKTRİK — [151, 306, 259, 316]
service-name: İSTANBUL-KÜÇÜKÇEKMECE-YILDIZ ELEKTRİK SOĞUTMA — [216, 844, 444, 854]
service-name: ELAZIĞ-ÖZDEV TEKNİK — [327, 564, 421, 574]
service-name: EDİRNE-KEŞAN-MUTLU TEKNİK — [760, 553, 887, 563]
service-details: -TUZCULAR MAH. İMARET SOK. FARAÇLAR PASJ.NO:11-TEL.:0242 242 31 35 — [364, 273, 659, 283]
service-name: İSTANBUL-BÜYÜKÇEKMECE-AYGÜL DEKORASYON — [179, 833, 382, 843]
crop-mark-bl-h — [0, 1326, 14, 1327]
service-details: -BATIKENT SİT. A/5 BLOK ALTI NO:1 SAĞLIK OCAĞI YANIBAĞLAR-TEL.:0412 235 70 89 — [66, 508, 890, 529]
